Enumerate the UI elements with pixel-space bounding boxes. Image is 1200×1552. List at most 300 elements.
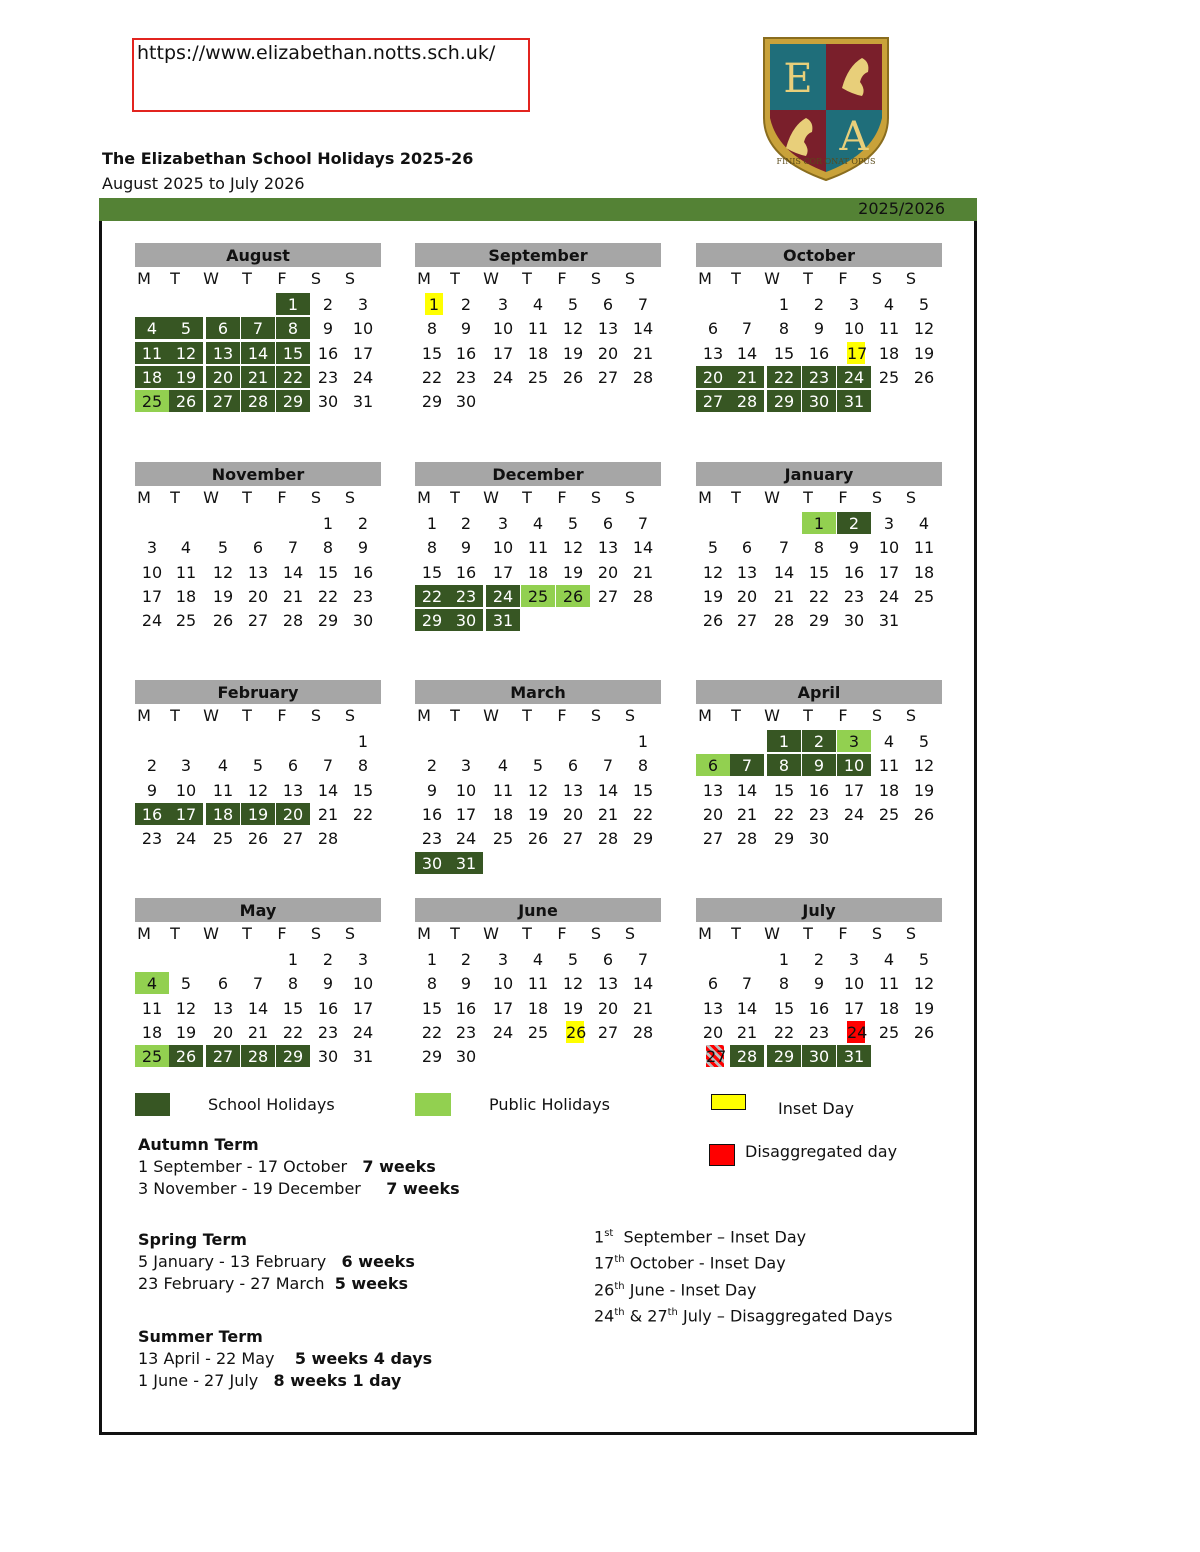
calendar-day: 25 [492, 829, 514, 849]
school-holiday-day: 22 [276, 366, 310, 388]
calendar-day: 18 [527, 998, 549, 1018]
crest-letter-e: E [783, 56, 813, 102]
calendar-day: 14 [247, 998, 269, 1018]
year-bar [99, 198, 977, 221]
calendar-day: 30 [352, 611, 374, 631]
calendar-day: 3 [497, 514, 509, 533]
calendar-day: 18 [913, 562, 935, 582]
calendar-day: 5 [252, 756, 264, 776]
calendar-day: 12 [527, 780, 549, 800]
calendar-day: 15 [317, 562, 339, 582]
weekday-label: F [557, 269, 567, 288]
calendar-day: 4 [883, 295, 895, 314]
calendar-day: 10 [492, 538, 514, 558]
school-holiday-day: 29 [276, 390, 310, 412]
calendar-day: 26 [702, 611, 724, 631]
school-holiday-day: 28 [730, 1045, 764, 1067]
calendar-day: 8 [426, 974, 438, 994]
weekday-label: F [277, 488, 287, 507]
calendar-day: 17 [492, 998, 514, 1018]
calendar-day: 17 [352, 998, 374, 1018]
calendar-day: 19 [913, 343, 935, 363]
calendar-day: 20 [736, 586, 758, 606]
calendar-day: 26 [562, 367, 584, 387]
public-holiday-day: 6 [696, 754, 730, 776]
calendar-day: 30 [455, 392, 477, 412]
weekday-label: T [803, 924, 813, 943]
calendar-day: 6 [602, 950, 614, 969]
calendar-day: 3 [848, 950, 860, 969]
calendar-day: 5 [567, 514, 579, 533]
weekday-label: W [764, 706, 780, 725]
school-holiday-day: 23 [449, 585, 483, 607]
calendar-day: 14 [282, 562, 304, 582]
calendar-day: 8 [357, 756, 369, 776]
school-holiday-day: 2 [837, 512, 871, 534]
calendar-day: 14 [736, 998, 758, 1018]
school-holiday-day: 31 [837, 390, 871, 412]
calendar-day: 13 [702, 780, 724, 800]
calendar-day: 18 [527, 562, 549, 582]
calendar-day: 19 [562, 562, 584, 582]
calendar-day: 14 [736, 780, 758, 800]
calendar-day: 23 [352, 586, 374, 606]
calendar-day: 17 [843, 780, 865, 800]
public-holiday-day: 25 [135, 390, 169, 412]
weekday-label: M [417, 706, 431, 725]
public-holiday-legend-label: Public Holidays [489, 1095, 610, 1114]
month-header: May [135, 898, 381, 922]
weekday-label: M [137, 706, 151, 725]
month-header: December [415, 462, 661, 486]
calendar-day: 12 [562, 538, 584, 558]
weekday-label: T [450, 488, 460, 507]
note-line: 17th October - Inset Day [594, 1253, 786, 1273]
calendar-day: 23 [421, 829, 443, 849]
calendar-day: 25 [527, 367, 549, 387]
school-holiday-day: 16 [135, 803, 169, 825]
weekday-label: T [450, 924, 460, 943]
school-holiday-day: 7 [730, 754, 764, 776]
calendar-day: 8 [322, 538, 334, 558]
calendar-day: 3 [460, 756, 472, 776]
weekday-label: S [871, 488, 883, 507]
weekday-label: T [170, 488, 180, 507]
school-holiday-day: 31 [837, 1045, 871, 1067]
calendar-day: 29 [773, 829, 795, 849]
weekday-label: T [450, 706, 460, 725]
calendar-day: 13 [247, 562, 269, 582]
calendar-day: 20 [597, 562, 619, 582]
school-holiday-day: 29 [415, 609, 449, 631]
calendar-day: 6 [741, 538, 753, 558]
school-holiday-day: 27 [696, 390, 730, 412]
calendar-day: 24 [175, 829, 197, 849]
weekday-label: M [137, 924, 151, 943]
calendar-day: 6 [602, 514, 614, 533]
summer-term [138, 1326, 432, 1392]
calendar-day: 8 [778, 974, 790, 994]
calendar-day: 20 [702, 804, 724, 824]
calendar-day: 5 [918, 295, 930, 314]
calendar-day: 6 [217, 974, 229, 994]
inset-day-legend-label: Inset Day [778, 1099, 854, 1118]
calendar-day: 22 [352, 804, 374, 824]
school-holiday-day: 5 [169, 317, 203, 339]
calendar-day: 18 [175, 586, 197, 606]
weekday-label: F [277, 924, 287, 943]
calendar-day: 16 [455, 562, 477, 582]
calendar-day: 17 [878, 562, 900, 582]
inset-day: 26 [566, 1022, 587, 1042]
year-label: 2025/2026 [858, 199, 945, 218]
calendar-day: 4 [883, 732, 895, 751]
calendar-day: 26 [527, 829, 549, 849]
calendar-day: 23 [843, 586, 865, 606]
school-holiday-day: 29 [276, 1045, 310, 1067]
school-holiday-day: 18 [135, 366, 169, 388]
spring-term [138, 1229, 415, 1295]
weekday-label: F [557, 706, 567, 725]
calendar-day: 11 [175, 562, 197, 582]
calendar-day: 2 [357, 514, 369, 533]
weekday-label: W [483, 706, 499, 725]
school-holiday-day: 20 [276, 803, 310, 825]
weekday-label: S [624, 706, 636, 725]
page-subtitle: August 2025 to July 2026 [102, 174, 305, 193]
calendar-day: 29 [632, 829, 654, 849]
school-holiday-day: 24 [837, 366, 871, 388]
calendar-day: 8 [637, 756, 649, 776]
calendar-day: 17 [455, 804, 477, 824]
calendar-day: 3 [883, 514, 895, 533]
calendar-day: 26 [212, 611, 234, 631]
calendar-day: 28 [736, 829, 758, 849]
calendar-day: 18 [878, 343, 900, 363]
calendar-day: 11 [141, 998, 163, 1018]
calendar-day: 10 [843, 319, 865, 339]
calendar-day: 29 [808, 611, 830, 631]
calendar-day: 2 [426, 756, 438, 776]
calendar-day: 1 [778, 295, 790, 314]
calendar-day: 25 [878, 367, 900, 387]
calendar-day: 7 [602, 756, 614, 776]
weekday-label: S [905, 924, 917, 943]
calendar-day: 23 [317, 1022, 339, 1042]
calendar-day: 3 [497, 950, 509, 969]
weekday-label: W [764, 488, 780, 507]
weekday-label: T [242, 706, 252, 725]
school-holiday-day: 28 [241, 390, 275, 412]
school-holiday-day: 8 [767, 754, 801, 776]
calendar-day: 20 [597, 343, 619, 363]
weekday-label: T [803, 488, 813, 507]
school-holiday-day: 27 [206, 1045, 240, 1067]
term-dates: 3 November - 19 December [138, 1179, 361, 1198]
weekday-label: W [203, 488, 219, 507]
month-header: August [135, 243, 381, 267]
school-holiday-day: 15 [276, 342, 310, 364]
calendar-day: 19 [175, 1022, 197, 1042]
weekday-label: M [417, 488, 431, 507]
disaggregated-day: 27 [706, 1047, 727, 1067]
calendar-day: 5 [532, 756, 544, 776]
calendar-day: 13 [597, 974, 619, 994]
calendar-day: 4 [532, 950, 544, 969]
public-holiday-day: 26 [556, 585, 590, 607]
term-weeks: 7 weeks [386, 1179, 460, 1198]
calendar-day: 25 [212, 829, 234, 849]
weekday-label: W [203, 924, 219, 943]
school-holiday-day: 28 [241, 1045, 275, 1067]
weekday-label: S [624, 488, 636, 507]
calendar-day: 6 [707, 319, 719, 339]
weekday-label: F [838, 488, 848, 507]
weekday-label: S [624, 269, 636, 288]
school-crest-logo [756, 28, 896, 184]
calendar-day: 15 [773, 780, 795, 800]
calendar-day: 30 [843, 611, 865, 631]
calendar-day: 22 [773, 1022, 795, 1042]
calendar-day: 21 [632, 562, 654, 582]
calendar-day: 30 [317, 1047, 339, 1067]
calendar-day: 6 [602, 295, 614, 314]
weekday-label: M [698, 706, 712, 725]
weekday-label: M [417, 269, 431, 288]
calendar-day: 16 [808, 998, 830, 1018]
weekday-label: T [731, 706, 741, 725]
weekday-label: S [310, 488, 322, 507]
calendar-day: 13 [212, 998, 234, 1018]
school-holiday-day: 23 [802, 366, 836, 388]
calendar-day: 20 [212, 1022, 234, 1042]
term-weeks: 8 weeks 1 day [273, 1371, 402, 1390]
calendar-day: 2 [460, 950, 472, 969]
weekday-label: T [170, 924, 180, 943]
calendar-day: 23 [455, 1022, 477, 1042]
calendar-day: 26 [913, 367, 935, 387]
public-holiday-day: 25 [135, 1045, 169, 1067]
calendar-day: 16 [808, 343, 830, 363]
weekday-label: S [590, 488, 602, 507]
calendar-day: 28 [773, 611, 795, 631]
weekday-label: S [344, 488, 356, 507]
calendar-day: 13 [736, 562, 758, 582]
calendar-day: 8 [778, 319, 790, 339]
calendar-day: 4 [532, 295, 544, 314]
calendar-day: 19 [702, 586, 724, 606]
term-heading: Spring Term [138, 1230, 247, 1249]
calendar-day: 15 [773, 998, 795, 1018]
calendar-day: 27 [736, 611, 758, 631]
calendar-day: 3 [180, 756, 192, 776]
calendar-day: 9 [813, 319, 825, 339]
autumn-term [138, 1134, 460, 1200]
calendar-day: 1 [426, 514, 438, 533]
calendar-day: 12 [562, 974, 584, 994]
school-holiday-day: 24 [486, 585, 520, 607]
school-holiday-legend-label: School Holidays [208, 1095, 335, 1114]
calendar-day: 1 [778, 950, 790, 969]
weekday-label: M [698, 924, 712, 943]
public-holiday-day: 25 [521, 585, 555, 607]
calendar-day: 10 [352, 319, 374, 339]
calendar-day: 23 [141, 829, 163, 849]
calendar-day: 15 [773, 343, 795, 363]
weekday-label: S [590, 924, 602, 943]
calendar-day: 2 [322, 295, 334, 314]
crest-letter-a: A [839, 114, 869, 160]
note-line: 1st September – Inset Day [594, 1227, 807, 1247]
calendar-day: 28 [282, 611, 304, 631]
calendar-day: 22 [282, 1022, 304, 1042]
weekday-label: W [483, 924, 499, 943]
weekday-label: T [450, 269, 460, 288]
calendar-day: 10 [492, 319, 514, 339]
calendar-day: 12 [212, 562, 234, 582]
calendar-day: 27 [597, 367, 619, 387]
weekday-label: T [803, 269, 813, 288]
school-holiday-day: 30 [449, 609, 483, 631]
calendar-day: 11 [527, 974, 549, 994]
calendar-day: 16 [843, 562, 865, 582]
calendar-day: 16 [421, 804, 443, 824]
calendar-day: 9 [357, 538, 369, 558]
calendar-day: 24 [492, 367, 514, 387]
calendar-day: 15 [421, 562, 443, 582]
calendar-day: 12 [913, 319, 935, 339]
calendar-day: 21 [736, 804, 758, 824]
calendar-day: 2 [322, 950, 334, 969]
calendar-day: 19 [562, 998, 584, 1018]
calendar-day: 2 [460, 514, 472, 533]
calendar-day: 14 [632, 538, 654, 558]
school-holiday-day: 21 [730, 366, 764, 388]
term-heading: Autumn Term [138, 1135, 259, 1154]
calendar-day: 9 [848, 538, 860, 558]
calendar-day: 7 [637, 295, 649, 314]
calendar-day: 11 [913, 538, 935, 558]
calendar-day: 10 [352, 974, 374, 994]
calendar-day: 28 [632, 367, 654, 387]
calendar-day: 11 [527, 538, 549, 558]
calendar-day: 29 [421, 392, 443, 412]
weekday-label: T [242, 269, 252, 288]
calendar-day: 2 [146, 756, 158, 776]
calendar-day: 6 [567, 756, 579, 776]
public-holiday-day: 3 [837, 730, 871, 752]
school-holiday-day: 18 [206, 803, 240, 825]
calendar-day: 21 [282, 586, 304, 606]
calendar-day: 9 [813, 974, 825, 994]
weekday-label: S [344, 706, 356, 725]
calendar-day: 14 [632, 974, 654, 994]
calendar-day: 17 [141, 586, 163, 606]
calendar-day: 27 [282, 829, 304, 849]
month-header: October [696, 243, 942, 267]
term-dates: 23 February - 27 March [138, 1274, 325, 1293]
weekday-label: T [731, 488, 741, 507]
calendar-day: 15 [352, 780, 374, 800]
school-holiday-day: 13 [206, 342, 240, 364]
weekday-label: T [242, 924, 252, 943]
weekday-label: S [905, 488, 917, 507]
inset-day-swatch [711, 1094, 746, 1110]
calendar-day: 26 [913, 1022, 935, 1042]
calendar-day: 23 [317, 367, 339, 387]
calendar-day: 11 [878, 756, 900, 776]
calendar-day: 1 [322, 514, 334, 533]
calendar-day: 6 [252, 538, 264, 558]
calendar-day: 10 [492, 974, 514, 994]
school-holiday-day: 31 [486, 609, 520, 631]
school-holiday-day: 31 [449, 852, 483, 874]
school-holiday-day: 4 [135, 317, 169, 339]
school-holiday-day: 10 [837, 754, 871, 776]
school-holiday-day: 1 [767, 730, 801, 752]
weekday-label: S [905, 269, 917, 288]
weekday-label: S [871, 924, 883, 943]
weekday-label: F [838, 269, 848, 288]
calendar-day: 25 [878, 1022, 900, 1042]
calendar-day: 24 [878, 586, 900, 606]
calendar-day: 12 [913, 974, 935, 994]
calendar-day: 3 [357, 950, 369, 969]
weekday-label: T [731, 269, 741, 288]
calendar-day: 24 [352, 367, 374, 387]
weekday-label: S [344, 269, 356, 288]
weekday-label: M [698, 488, 712, 507]
calendar-day: 23 [808, 1022, 830, 1042]
weekday-label: S [310, 706, 322, 725]
calendar-day: 16 [808, 780, 830, 800]
calendar-day: 13 [282, 780, 304, 800]
school-holiday-day: 22 [415, 585, 449, 607]
weekday-label: S [590, 706, 602, 725]
calendar-day: 18 [878, 780, 900, 800]
calendar-day: 13 [702, 998, 724, 1018]
url-box [132, 38, 530, 112]
weekday-label: S [590, 269, 602, 288]
calendar-day: 19 [212, 586, 234, 606]
calendar-day: 13 [597, 319, 619, 339]
calendar-day: 31 [352, 392, 374, 412]
calendar-day: 12 [702, 562, 724, 582]
school-holiday-day: 30 [802, 390, 836, 412]
calendar-day: 2 [813, 950, 825, 969]
calendar-day: 11 [212, 780, 234, 800]
school-url[interactable]: https://www.elizabethan.notts.sch.uk/ [137, 42, 496, 64]
calendar-day: 21 [632, 343, 654, 363]
calendar-day: 8 [287, 974, 299, 994]
weekday-label: T [242, 488, 252, 507]
calendar-day: 17 [843, 998, 865, 1018]
calendar-day: 15 [421, 343, 443, 363]
calendar-day: 4 [883, 950, 895, 969]
calendar-day: 25 [878, 804, 900, 824]
weekday-label: W [764, 269, 780, 288]
calendar-day: 28 [317, 829, 339, 849]
calendar-day: 24 [141, 611, 163, 631]
calendar-day: 4 [497, 756, 509, 776]
calendar-day: 13 [702, 343, 724, 363]
calendar-day: 5 [217, 538, 229, 558]
calendar-day: 5 [918, 950, 930, 969]
calendar-day: 2 [813, 295, 825, 314]
calendar-day: 26 [247, 829, 269, 849]
calendar-day: 25 [527, 1022, 549, 1042]
weekday-label: M [698, 269, 712, 288]
